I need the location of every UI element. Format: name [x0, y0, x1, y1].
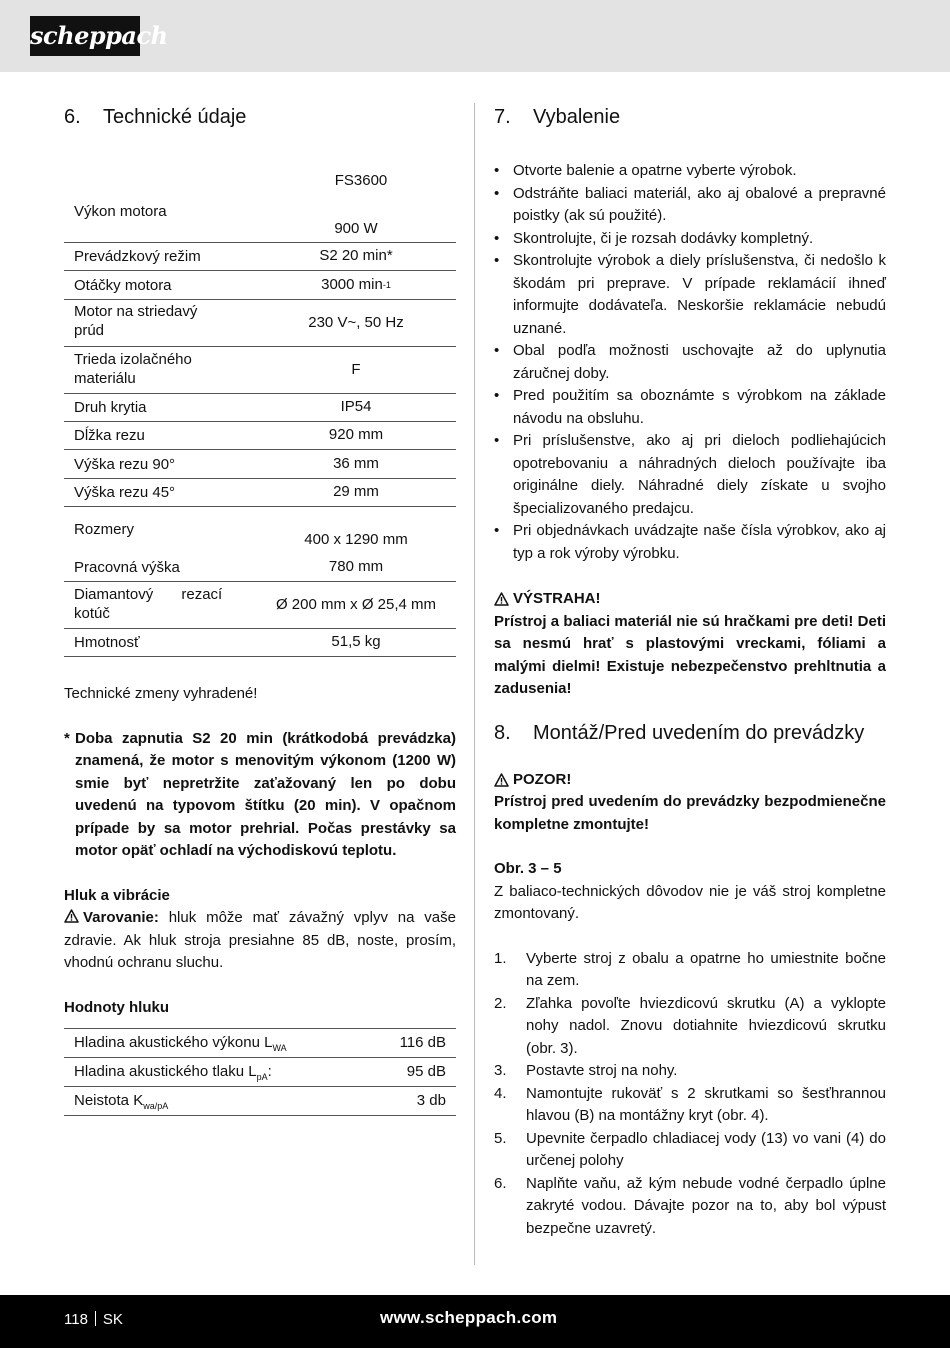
noise-row: Hladina akustického tlaku $L_{pA}$: 95 dB [64, 1058, 456, 1087]
left-column [64, 104, 456, 1116]
noise-values-table [64, 1028, 456, 1116]
caution-title: POZOR! [494, 769, 886, 792]
spec-row: Druh krytia IP54 [64, 394, 456, 422]
assembly-steps [494, 948, 886, 1241]
list-item: • Pri objednávkach uvádzajte naše čísla výrobkov, ako aj typ a rok výroby výrobku. [494, 522, 886, 562]
list-item: 6. Naplňte vaňu, až kým nebude vodné čerpadlo úplne zakryté vodou. Dávajte pozor na to, aby bol výpust bezpečne uzavretý. [494, 1174, 886, 1237]
spec-row: Diamantový rezací kotúč Ø 200 mm x Ø 25,4 mm [64, 582, 456, 629]
list-item: • Skontrolujte, či je rozsah dodávky kompletný. [494, 229, 814, 247]
website-url: www.scheppach.com [380, 1308, 558, 1327]
section-7-heading: 7. Vybalenie [494, 106, 621, 128]
warning-icon [64, 909, 79, 923]
list-item: 3. Postavte stroj na nohy. [494, 1062, 678, 1079]
model-name: FS3600 [334, 172, 388, 189]
list-item: • Pred použitím sa oboznámte s výrobkom na základe návodu na obsluhu. [494, 387, 886, 427]
model-header [64, 167, 456, 195]
technical-changes-note: Technické zmeny vyhradené! [64, 685, 258, 702]
list-item: • Otvorte balenie a opatrne vyberte výrobok. [494, 162, 797, 179]
noise-row: Neistota $K_{wa/pA}$ 3 db [64, 1087, 456, 1116]
list-item: • Obal podľa možnosti uschovajte až do uplynutia záručnej doby. [494, 342, 886, 382]
section-8-heading: 8. Montáž/Pred uvedením do prevádzky [494, 721, 865, 744]
page-header [0, 0, 950, 72]
page-footer [0, 1295, 950, 1348]
unpacking-list [494, 160, 886, 565]
section-6-heading: 6. Technické údaje [64, 106, 247, 128]
list-item: 4. Namontujte rukoväť s 2 skrutkami so šesťhrannou hlavou (B) na montážny kryt (obr. 4). [494, 1084, 886, 1124]
list-item: 2. Zľahka povoľte hviezdicovú skrutku (A) a vyklopte nohy nadol. Znovu dotiahnite hviezdicovú skrutku (obr. 3). [494, 994, 886, 1057]
spec-row: Prevádzkový režim S2 20 min* [64, 243, 456, 271]
spec-row: Rozmery 400 x 1290 mm [74, 521, 408, 548]
tech-specs-table [64, 167, 456, 657]
spec-row: Výška rezu 45° 29 mm [64, 479, 456, 507]
noise-warning: Varovanie: hluk môže mať závažný vplyv na vaše zdravie. Ak hluk stroja presiahne 85 dB, noste, prosím, vhodnú ochranu sluchu. [64, 909, 456, 971]
list-item: • Odstráňte baliaci materiál, ako aj obalové a prepravné poistky (ak sú použité). [494, 184, 886, 224]
spec-row: Výkon motora 900 W [64, 195, 456, 243]
noise-row: Hladina akustického výkonu $L_{WA}$ 116 dB [64, 1029, 456, 1058]
warning-title: VÝSTRAHA! [494, 588, 886, 611]
warning-icon [494, 773, 509, 787]
warning-text: Prístroj a baliaci materiál nie sú hračkami pre deti! Deti sa nesmú hrať s plastovými vreckami, fóliami a malými dielmi! Existuje nebezpečenstvo prehltnutia a zadusenia! [494, 612, 886, 697]
figure-reference: Obr. 3 – 5 [494, 860, 562, 877]
duty-cycle-footnote: * Doba zapnutia S2 20 min (krátkodobá prevádzka) znamená, že motor s menovitým výkonom (1200 W) smie byť nepretržite zaťažovaný len po dobu uvedenú na typovom štítku (20 min). V opačnom prípade by sa motor prehrial. Počas prestávky sa motor opäť ochladí na východiskovú teplotu. [64, 729, 456, 859]
caution-text: Prístroj pred uvedením do prevádzky bezpodmienečne kompletne zmontujte! [494, 793, 886, 833]
page-number: 118 SK [64, 1311, 123, 1328]
noise-values-heading: Hodnoty hluku [64, 998, 169, 1016]
list-item: 5. Upevnite čerpadlo chladiacej vody (13) vo vani (4) do určenej polohy [494, 1129, 886, 1169]
spec-row: Pracovná výška 780 mm [64, 554, 456, 582]
warning-icon [494, 592, 509, 606]
list-item: 1. Vyberte stroj z obalu a opatrne ho umiestnite bočne na zem. [494, 949, 886, 989]
assembly-intro: Z baliaco-technických dôvodov nie je váš stroj kompletne zmontovaný. [494, 882, 886, 922]
spec-row: Otáčky motora 3000 min -1 [64, 271, 456, 300]
column-divider [474, 103, 475, 1265]
list-item: • Pri príslušenstve, ako aj pri dieloch podliehajúcich opotrebovaniu a náhradných dieloch používajte iba originálne diely. Náhradné diely získate u svojho špecializovaného predajcu. [494, 432, 886, 517]
right-column [494, 104, 886, 1240]
list-item: • Skontrolujte výrobok a diely príslušenstva, či nedošlo k škodám pri preprave. V prípade reklamácií ihneď informujte dodávateľa. Neskoršie reklamácie nebudú uznané. [494, 252, 886, 337]
spec-row: Trieda izolačného materiálu F [64, 347, 456, 394]
spec-row: Výška rezu 90° 36 mm [64, 450, 456, 479]
spec-row: Dĺžka rezu 920 mm [64, 422, 456, 450]
spec-row: Motor na striedavý prúd 230 V~, 50 Hz [64, 300, 456, 347]
spec-row: Hmotnosť 51,5 kg [64, 629, 456, 657]
scheppach-logo: scheppach [30, 16, 140, 56]
noise-heading: Hluk a vibrácie [64, 886, 170, 904]
